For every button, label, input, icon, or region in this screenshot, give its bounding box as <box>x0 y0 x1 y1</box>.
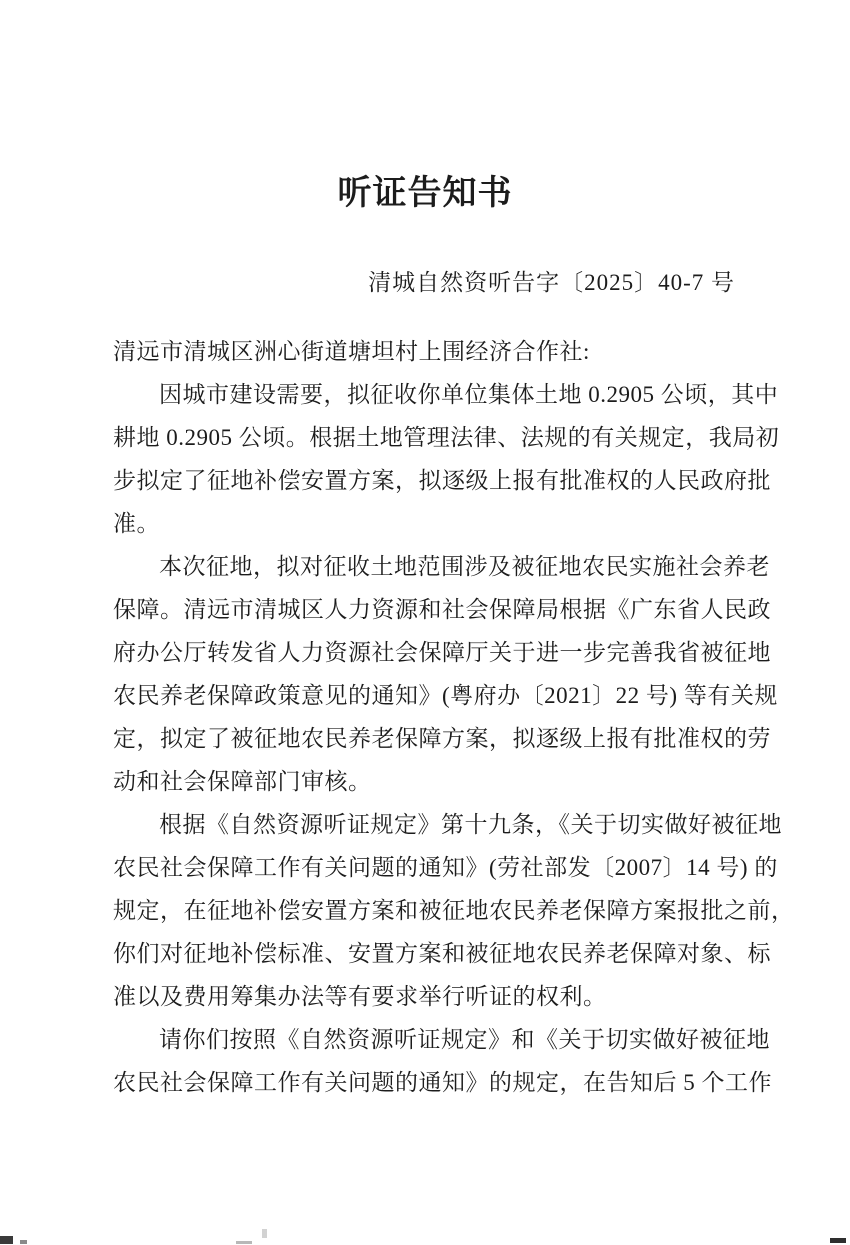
text-line: 定，拟定了被征地农民养老保障方案，拟逐级上报有批准权的劳 <box>113 726 771 751</box>
text-line: 府办公厅转发省人力资源社会保障厅关于进一步完善我省被征地 <box>113 640 771 665</box>
scan-artifact <box>0 1236 13 1244</box>
text-line: 请你们按照《自然资源听证规定》和《关于切实做好被征地 <box>159 1027 770 1052</box>
document-body <box>113 330 795 1104</box>
text-line: 农民社会保障工作有关问题的通知》的规定，在告知后 5 个工作 <box>113 1070 772 1095</box>
scan-artifact <box>236 1241 252 1244</box>
text-line: 保障。清远市清城区人力资源和社会保障局根据《广东省人民政 <box>113 597 771 622</box>
text-line: 本次征地，拟对征收土地范围涉及被征地农民实施社会养老 <box>159 554 770 579</box>
text-line: 因城市建设需要，拟征收你单位集体土地 0.2905 公顷，其中 <box>159 382 779 407</box>
text-line: 农民养老保障政策意见的通知》(粤府办〔2021〕22 号) 等有关规 <box>113 683 778 708</box>
text-line: 规定，在征地补偿安置方案和被征地农民养老保障方案报批之前， <box>113 898 795 923</box>
text-line: 根据《自然资源听证规定》第十九条，《关于切实做好被征地 <box>159 812 782 837</box>
text-line: 准以及费用筹集办法等有要求举行听证的权利。 <box>113 984 607 1009</box>
text-line: 清远市清城区洲心街道塘坦村上围经济合作社: <box>113 339 590 364</box>
document-number: 清城自然资听告字〔2025〕40-7 号 <box>368 270 735 295</box>
text-line: 步拟定了征地补偿安置方案，拟逐级上报有批准权的人民政府批 <box>113 468 771 493</box>
text-line: 农民社会保障工作有关问题的通知》(劳社部发〔2007〕14 号) 的 <box>113 855 778 880</box>
text-line: 准。 <box>113 511 160 536</box>
document-title: 听证告知书 <box>337 174 513 212</box>
text-line: 耕地 0.2905 公顷。根据土地管理法律、法规的有关规定，我局初 <box>113 425 780 450</box>
scan-artifact <box>830 1238 846 1243</box>
scan-artifact <box>262 1229 267 1238</box>
text-line: 动和社会保障部门审核。 <box>113 769 372 794</box>
scan-artifact <box>20 1240 27 1244</box>
text-line: 你们对征地补偿标准、安置方案和被征地农民养老保障对象、标 <box>113 941 771 966</box>
